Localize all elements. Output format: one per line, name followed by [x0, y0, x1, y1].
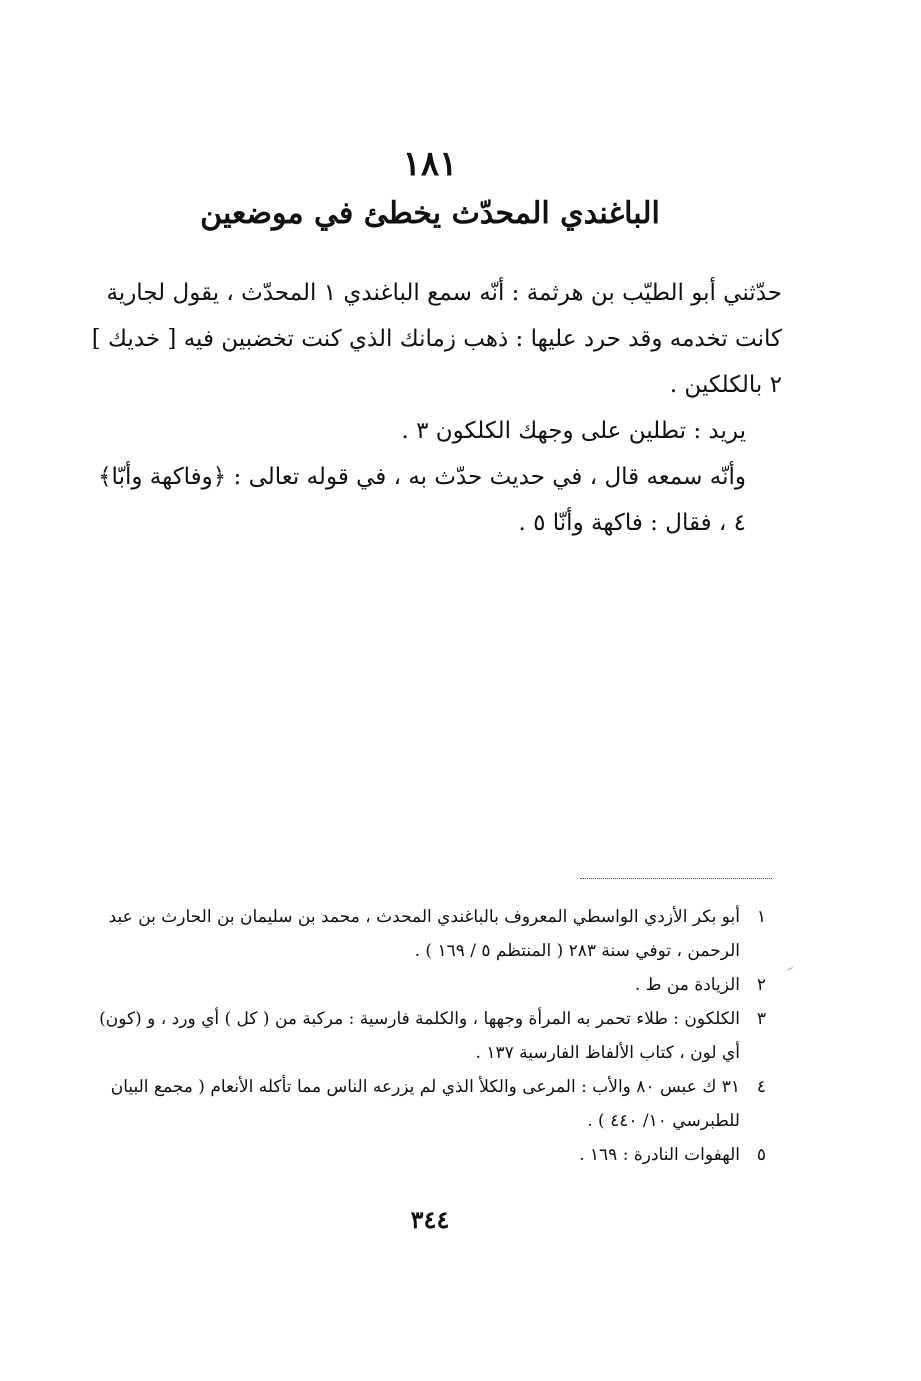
footnote-number: ٢ — [756, 975, 766, 995]
footnote-text: ٣١ ك عبس ٨٠ والأب : المرعى والكلأ الذي لم يزرعه الناس مما تأكله الأنعام ( مجمع البيان للطبرسي ١٠/ ٤٤٠ ) . — [110, 1077, 740, 1131]
section-number: ١٨١ — [402, 144, 458, 184]
footnote-text: الهفوات النادرة : ١٦٩ . — [579, 1145, 740, 1165]
paragraph-3: وأنّه سمعه قال ، في حديث حدّث به ، في قوله تعالى : ﴿وفاكهة وأبّا﴾ ٤ ، فقال : فاكهة وأنّا ٥ . — [98, 464, 746, 536]
footnote-number: ٣ — [756, 1009, 766, 1029]
footnote-number: ١ — [756, 907, 766, 927]
footnotes — [96, 900, 766, 1172]
footnote-text: أبو بكر الأزدي الواسطي المعروف بالباغندي المحدث ، محمد بن سليمان بن الحارث بن عبد الرحمن ، توفي سنة ٢٨٣ ( المنتظم ٥ / ١٦٩ ) . — [108, 907, 740, 961]
footnote-5 — [96, 1138, 766, 1172]
footnote-4 — [96, 1070, 766, 1138]
main-text — [82, 270, 782, 546]
paragraph-2: يريد : تطلين على وجهك الكلكون ٣ . — [401, 418, 746, 444]
footnote-separator — [580, 878, 772, 879]
footnote-3 — [96, 1002, 766, 1070]
page-number: ٣٤٤ — [410, 1205, 450, 1234]
footnote-2 — [96, 968, 766, 1002]
paragraph-1: حدّثني أبو الطيّب بن هرثمة : أنّه سمع الباغندي ١ المحدّث ، يقول لجارية كانت تخدمه وقد حرد عليها : ذهب زمانك الذي كنت تخضبين فيه [ خديك ] ٢ بالكلكين . — [91, 280, 782, 398]
footnote-number: ٤ — [756, 1077, 766, 1097]
footnote-number: ٥ — [756, 1145, 766, 1165]
footnote-1 — [96, 900, 766, 968]
scan-mark — [787, 967, 795, 974]
footnote-text: الكلكون : طلاء تحمر به المرأة وجهها ، والكلمة فارسية : مركبة من ( كل ) أي ورد ، و (كون) أي لون ، كتاب الألفاظ الفارسية ١٣٧ . — [99, 1009, 740, 1063]
section-title: الباغندي المحدّث يخطئ في موضعين — [200, 196, 660, 231]
footnote-text: الزيادة من ط . — [634, 975, 740, 995]
